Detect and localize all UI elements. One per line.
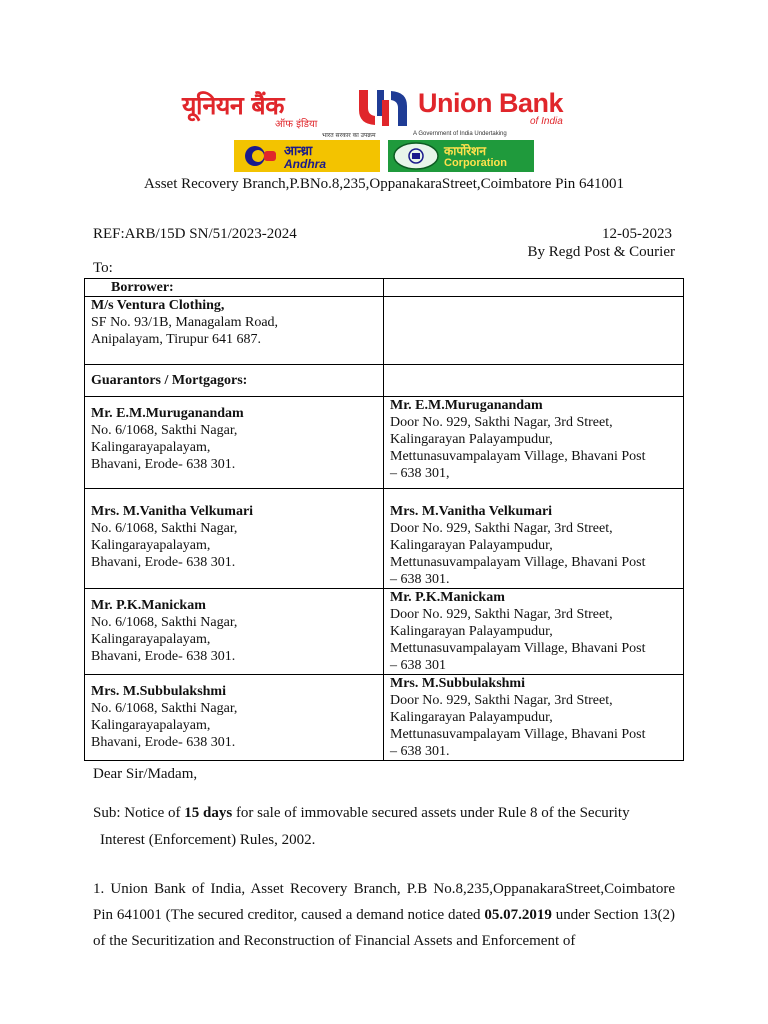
- andhra-hindi: आन्ध्रा: [284, 144, 313, 159]
- guarantor-address-cell: [384, 589, 684, 675]
- empty-cell: [384, 279, 684, 297]
- address-line: Mettunasuvampalayam Village, Bhavani Post: [390, 641, 646, 656]
- andhra-bank-logo: [234, 140, 380, 172]
- bank-sub-english: of India: [530, 116, 563, 127]
- andhra-emblem-icon: [244, 145, 278, 167]
- guarantor-address-cell: [384, 397, 684, 489]
- address-line: – 638 301: [390, 658, 446, 673]
- address-line: Kalingarayapalayam,: [91, 632, 211, 647]
- address-line: No. 6/1068, Sakthi Nagar,: [91, 423, 238, 438]
- corporation-emblem-icon: [392, 142, 440, 170]
- address-line: Mettunasuvampalayam Village, Bhavani Post: [390, 555, 646, 570]
- guarantors-label: Guarantors / Mortgagors:: [91, 373, 248, 388]
- address-line: Bhavani, Erode- 638 301.: [91, 735, 236, 750]
- corporation-english: Corporation: [444, 157, 507, 169]
- guarantor-address-cell: [85, 589, 384, 675]
- address-line: Door No. 929, Sakthi Nagar, 3rd Street,: [390, 693, 613, 708]
- address-line: Kalingarayapalayam,: [91, 718, 211, 733]
- borrower-address-line: Anipalayam, Tirupur 641 687.: [91, 332, 261, 347]
- borrower-cell: [85, 297, 384, 365]
- borrower-label: Borrower:: [111, 280, 174, 295]
- address-line: No. 6/1068, Sakthi Nagar,: [91, 615, 238, 630]
- guarantor-name: Mr. P.K.Manickam: [91, 598, 206, 613]
- address-line: No. 6/1068, Sakthi Nagar,: [91, 701, 238, 716]
- borrower-address-line: SF No. 93/1B, Managalam Road,: [91, 315, 279, 330]
- guarantor-address-cell: [85, 489, 384, 589]
- tagline-hindi: भारत सरकार का उपक्रम: [322, 132, 376, 139]
- paragraph-text: 1. Union Bank of India, Asset Recovery Branch, P.B No.8,235,OppanakaraStreet,Coimbatore Pin 641001 (The secured creditor, caused a demand notice dated: [93, 881, 675, 923]
- delivery-mode: By Regd Post & Courier: [527, 244, 675, 260]
- guarantor-name: Mr. E.M.Muruganandam: [390, 398, 543, 413]
- address-line: Mettunasuvampalayam Village, Bhavani Post: [390, 727, 646, 742]
- corporation-hindi: कार्पोरेशन: [444, 144, 486, 158]
- to-label: To:: [93, 260, 113, 276]
- address-line: Bhavani, Erode- 638 301.: [91, 457, 236, 472]
- guarantor-address-cell: [85, 675, 384, 761]
- address-line: Door No. 929, Sakthi Nagar, 3rd Street,: [390, 415, 613, 430]
- paragraph-1: [93, 876, 675, 954]
- salutation: Dear Sir/Madam,: [93, 766, 198, 782]
- guarantor-name: Mrs. M.Vanitha Velkumari: [91, 504, 254, 519]
- address-line: Kalingarayan Palayampudur,: [390, 432, 553, 447]
- table-row: [85, 489, 684, 589]
- letterhead: [0, 80, 768, 175]
- subject-text: for sale of immovable secured assets under Rule 8 of the Security: [232, 805, 630, 821]
- subject-text-line2: Interest (Enforcement) Rules, 2002.: [100, 832, 316, 848]
- bank-name-hindi: यूनियन बैंक: [182, 91, 284, 120]
- subject-prefix: Sub: Notice of: [93, 805, 185, 821]
- address-line: Kalingarayan Palayampudur,: [390, 624, 553, 639]
- union-bank-logo-icon: [355, 88, 411, 128]
- address-line: Bhavani, Erode- 638 301.: [91, 649, 236, 664]
- address-line: Kalingarayapalayam,: [91, 538, 211, 553]
- borrower-label-cell: [85, 279, 384, 297]
- tagline-english: A Government of India Undertaking: [413, 131, 507, 137]
- empty-cell: [384, 297, 684, 365]
- table-row: [85, 675, 684, 761]
- address-line: Kalingarayan Palayampudur,: [390, 538, 553, 553]
- address-line: Door No. 929, Sakthi Nagar, 3rd Street,: [390, 521, 613, 536]
- bank-sub-hindi: ऑफ इंडिया: [275, 119, 318, 130]
- guarantor-name: Mrs. M.Subbulakshmi: [91, 684, 226, 699]
- borrower-name: M/s Ventura Clothing,: [91, 298, 225, 313]
- guarantor-name: Mr. E.M.Muruganandam: [91, 406, 244, 421]
- guarantor-name: Mrs. M.Vanitha Velkumari: [390, 504, 553, 519]
- address-line: – 638 301.: [390, 744, 450, 759]
- address-table: [84, 278, 684, 761]
- table-row: [85, 365, 684, 397]
- table-row: [85, 397, 684, 489]
- notice-period: 15 days: [184, 805, 233, 821]
- guarantor-address-cell: [384, 675, 684, 761]
- guarantor-name: Mr. P.K.Manickam: [390, 590, 505, 605]
- address-line: Door No. 929, Sakthi Nagar, 3rd Street,: [390, 607, 613, 622]
- address-line: Kalingarayan Palayampudur,: [390, 710, 553, 725]
- corporation-bank-logo: [388, 140, 534, 172]
- bank-name-english: Union Bank: [418, 88, 564, 118]
- address-line: – 638 301,: [390, 466, 450, 481]
- address-line: No. 6/1068, Sakthi Nagar,: [91, 521, 238, 536]
- guarantor-address-cell: [85, 397, 384, 489]
- address-line: Kalingarayapalayam,: [91, 440, 211, 455]
- address-line: – 638 301.: [390, 572, 450, 587]
- andhra-english: Andhra: [284, 157, 326, 171]
- reference-number: REF:ARB/15D SN/51/2023-2024: [93, 226, 297, 242]
- table-row: [85, 297, 684, 365]
- guarantors-label-cell: [85, 365, 384, 397]
- address-line: Mettunasuvampalayam Village, Bhavani Post: [390, 449, 646, 464]
- letter-date: 12-05-2023: [602, 226, 672, 242]
- address-line: Bhavani, Erode- 638 301.: [91, 555, 236, 570]
- subject-line: [93, 800, 675, 854]
- demand-notice-date: 05.07.2019: [484, 907, 552, 923]
- table-row: [85, 589, 684, 675]
- table-row: [85, 279, 684, 297]
- branch-address: Asset Recovery Branch,P.BNo.8,235,OppanakaraStreet,Coimbatore Pin 641001: [144, 176, 624, 192]
- guarantor-address-cell: [384, 489, 684, 589]
- paragraph-text: under Section 13(2) of the Securitization and Reconstruction of Financial Assets and Enforcement of: [93, 907, 675, 949]
- guarantor-name: Mrs. M.Subbulakshmi: [390, 676, 525, 691]
- empty-cell: [384, 365, 684, 397]
